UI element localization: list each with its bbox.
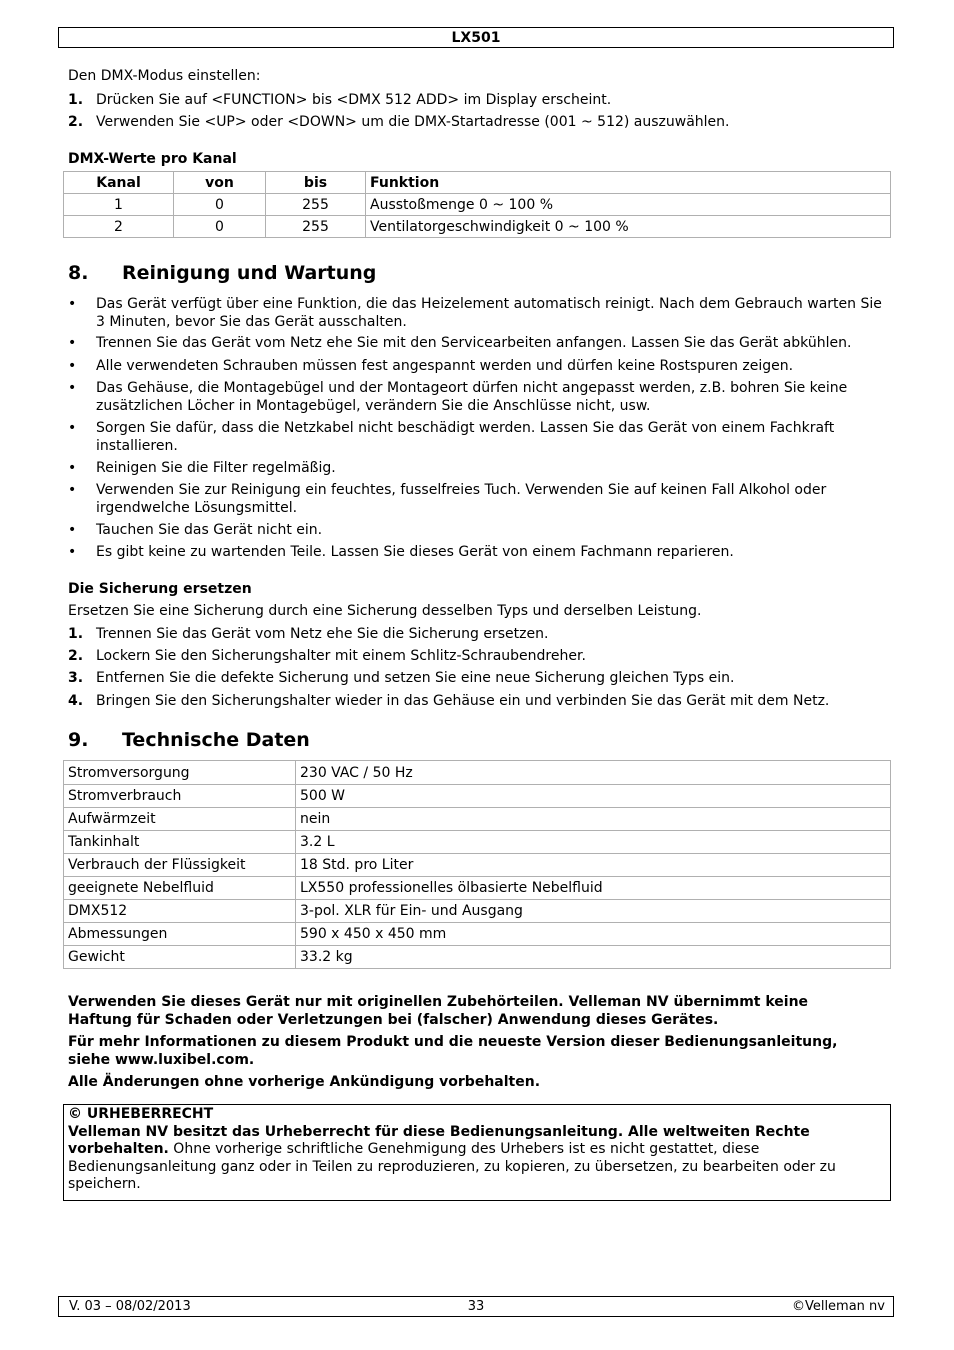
step-text: Lockern Sie den Sicherungshalter mit einem Schlitz-Schraubendreher. (96, 648, 586, 664)
column-header: von (174, 172, 266, 194)
bullet-icon: • (68, 482, 77, 498)
bullet-icon: • (68, 380, 77, 396)
bullet-icon: • (68, 522, 77, 538)
copyright-text (68, 1124, 886, 1194)
table-cell: 255 (266, 216, 366, 238)
copyright-body-text: Ohne vorherige schriftliche Genehmigung des Urhebers ist es nicht gestattet, diese Bedienungsanleitung ganz oder in Teilen zu reproduzieren, zu kopieren, zu übersetzen, zu bearbeiten oder zu speichern. (68, 1141, 836, 1192)
step-number: 3. (68, 670, 84, 686)
spec-label: Abmessungen (64, 923, 296, 946)
table-row (64, 761, 891, 785)
spec-label: Tankinhalt (64, 831, 296, 854)
section-heading-9 (68, 728, 888, 752)
version-label: V. 03 – 08/02/2013 (69, 1299, 191, 1314)
step-number: 2. (68, 648, 84, 664)
table-cell: Ventilatorgeschwindigkeit 0 ~ 100 % (366, 216, 891, 238)
spec-value: 3-pol. XLR für Ein- und Ausgang (296, 900, 891, 923)
dmx-table-title: DMX-Werte pro Kanal (68, 151, 237, 167)
copyright-title: © URHEBERRECHT (68, 1106, 214, 1122)
dmx-mode-intro: Den DMX-Modus einstellen: (68, 68, 261, 84)
spec-value: 33.2 kg (296, 946, 891, 969)
page-number: 33 (467, 1299, 485, 1314)
bullet-text: Das Gerät verfügt über eine Funktion, die das Heizelement automatisch reinigt. Nach dem Gebrauch warten Sie 3 Minuten, bevor Sie das Gerät ausschalten. (96, 296, 882, 330)
bullet-text: Tauchen Sie das Gerät nicht ein. (96, 522, 323, 538)
table-row (64, 877, 891, 900)
step-number: 1. (68, 626, 84, 642)
bullet-text: Sorgen Sie dafür, dass die Netzkabel nicht beschädigt werden. Lassen Sie das Gerät von einem Fachkraft installieren. (96, 420, 835, 454)
bullet-icon: • (68, 358, 77, 374)
page-header (58, 27, 894, 48)
table-row (64, 854, 891, 877)
bullet-icon: • (68, 335, 77, 351)
bullet-text: Es gibt keine zu wartenden Teile. Lassen Sie dieses Gerät von einem Fachmann reparieren. (96, 544, 734, 560)
spec-label: Stromverbrauch (64, 785, 296, 808)
spec-label: Stromversorgung (64, 761, 296, 785)
column-header: bis (266, 172, 366, 194)
table-row (64, 900, 891, 923)
table-header-row (64, 172, 891, 194)
step-text: Drücken Sie auf <FUNCTION> bis <DMX 512 ADD> im Display erscheint. (96, 92, 612, 108)
spec-value: nein (296, 808, 891, 831)
table-row (64, 785, 891, 808)
step-text: Trennen Sie das Gerät vom Netz ehe Sie die Sicherung ersetzen. (96, 626, 549, 642)
copyright-box (63, 1104, 891, 1201)
fuse-title: Die Sicherung ersetzen (68, 581, 252, 597)
table-row (64, 808, 891, 831)
spec-label: Verbrauch der Flüssigkeit (64, 854, 296, 877)
section-heading-8 (68, 261, 888, 285)
section-title: Technische Daten (122, 729, 310, 751)
section-number: 9. (68, 729, 89, 751)
bullet-icon: • (68, 460, 77, 476)
section-number: 8. (68, 262, 89, 284)
table-row (64, 831, 891, 854)
table-row (64, 216, 891, 238)
table-cell: 2 (64, 216, 174, 238)
step-text: Entfernen Sie die defekte Sicherung und setzen Sie eine neue Sicherung gleichen Typs ein. (96, 670, 735, 686)
fuse-intro: Ersetzen Sie eine Sicherung durch eine Sicherung desselben Typs und derselben Leistung. (68, 603, 702, 619)
spec-value: LX550 professionelles ölbasierte Nebelfluid (296, 877, 891, 900)
section-title: Reinigung und Wartung (122, 262, 377, 284)
spec-label: Gewicht (64, 946, 296, 969)
bullet-icon: • (68, 544, 77, 560)
notice-changes: Alle Änderungen ohne vorherige Ankündigung vorbehalten. (68, 1074, 541, 1090)
table-cell: 1 (64, 194, 174, 216)
step-number: 1. (68, 92, 84, 108)
table-cell: 0 (174, 216, 266, 238)
page-footer (58, 1296, 894, 1317)
table-row (64, 923, 891, 946)
spec-value: 590 x 450 x 450 mm (296, 923, 891, 946)
table-cell: 255 (266, 194, 366, 216)
model-label: LX501 (451, 30, 501, 46)
step-text: Bringen Sie den Sicherungshalter wieder in das Gehäuse ein und verbinden Sie das Gerät mit dem Netz. (96, 693, 830, 709)
bullet-icon: • (68, 420, 77, 436)
notice-accessories: Verwenden Sie dieses Gerät nur mit originellen Zubehörteilen. Velleman NV übernimmt keine Haftung für Schaden oder Verletzungen bei (falscher) Anwendung dieses Gerätes. (68, 994, 809, 1028)
table-cell: Ausstoßmenge 0 ~ 100 % (366, 194, 891, 216)
spec-value: 18 Std. pro Liter (296, 854, 891, 877)
bullet-text: Das Gehäuse, die Montagebügel und der Montageort dürfen nicht angepasst werden, z.B. bohren Sie keine zusätzlichen Löcher in Montagebügel, verändern Sie die Anschlüsse nicht, usw. (96, 380, 848, 414)
spec-label: Aufwärmzeit (64, 808, 296, 831)
bullet-text: Trennen Sie das Gerät vom Netz ehe Sie mit den Servicearbeiten anfangen. Lassen Sie das Gerät abkühlen. (96, 335, 852, 351)
spec-value: 3.2 L (296, 831, 891, 854)
table-cell: 0 (174, 194, 266, 216)
notice-more-info: Für mehr Informationen zu diesem Produkt und die neueste Version dieser Bedienungsanleitung, siehe www.luxibel.com. (68, 1034, 838, 1068)
bullet-text: Verwenden Sie zur Reinigung ein feuchtes, fusselfreies Tuch. Verwenden Sie auf keinen Fall Alkohol oder irgendwelche Lösungsmittel. (96, 482, 827, 516)
spec-label: geeignete Nebelfluid (64, 877, 296, 900)
column-header: Funktion (366, 172, 891, 194)
spec-value: 230 VAC / 50 Hz (296, 761, 891, 785)
table-row (64, 946, 891, 969)
spec-value: 500 W (296, 785, 891, 808)
bullet-text: Reinigen Sie die Filter regelmäßig. (96, 460, 336, 476)
dmx-table (63, 171, 891, 238)
step-number: 2. (68, 114, 84, 130)
company-label: ©Velleman nv (791, 1299, 885, 1314)
copyright-bold-text: Velleman NV besitzt das Urheberrecht für diese Bedienungsanleitung. Alle weltweiten Rechte vorbehalten. (68, 1123, 810, 1157)
bullet-icon: • (68, 296, 77, 312)
bullet-text: Alle verwendeten Schrauben müssen fest angespannt werden und dürfen keine Rostspuren zeigen. (96, 358, 794, 374)
spec-label: DMX512 (64, 900, 296, 923)
table-row (64, 194, 891, 216)
step-number: 4. (68, 693, 84, 709)
specs-table (63, 760, 891, 969)
step-text: Verwenden Sie <UP> oder <DOWN> um die DMX-Startadresse (001 ~ 512) auszuwählen. (96, 114, 730, 130)
column-header: Kanal (64, 172, 174, 194)
